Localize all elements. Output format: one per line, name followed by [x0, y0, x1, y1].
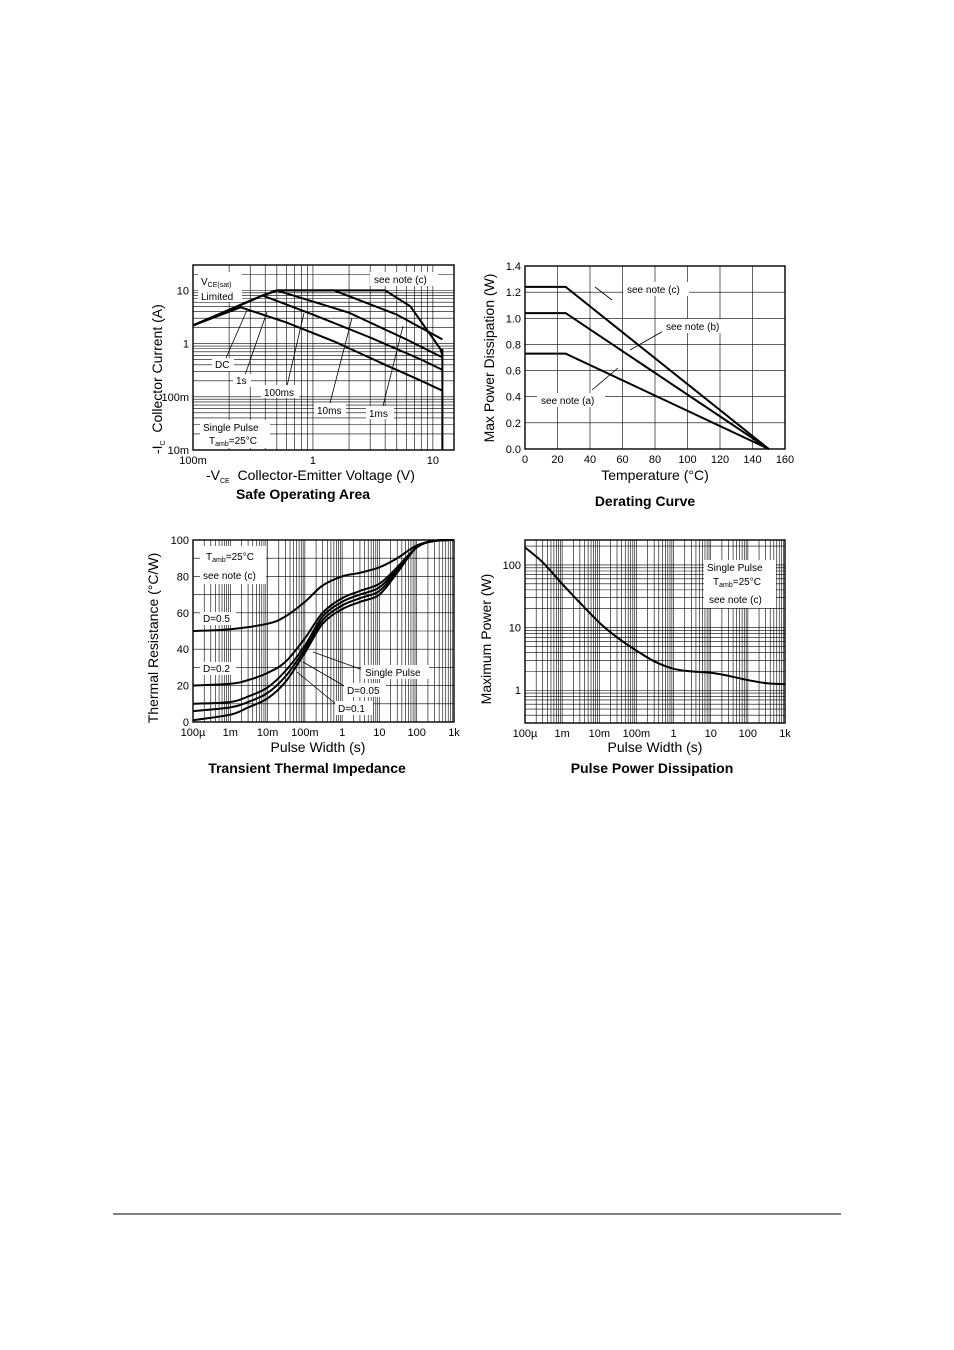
series-label-10ms: 10ms — [317, 406, 342, 417]
y-tick-label: 0.6 — [505, 365, 521, 378]
single-pulse-label: Single Pulse — [203, 423, 259, 434]
x-tick-label: 1 — [309, 455, 317, 467]
x-tick-label: 1k — [448, 727, 460, 739]
see-note-label: see note (c) — [374, 275, 427, 286]
y-tick-label: 0.2 — [505, 417, 521, 430]
series-label-d05: D=0.5 — [203, 614, 230, 625]
series-label-1s: 1s — [236, 376, 247, 387]
x-tick-label: 140 — [743, 454, 762, 466]
x-tick-label: 160 — [775, 454, 795, 466]
series-label-single-pulse: Single Pulse — [365, 668, 421, 679]
y-tick-label: 20 — [176, 680, 189, 693]
y-tick-label: 100m — [161, 391, 189, 404]
y-tick-label: 1.4 — [505, 261, 521, 273]
x-tick-label: 1 — [670, 728, 677, 740]
single-pulse-label: Single Pulse — [707, 563, 763, 574]
x-tick-label: 40 — [583, 454, 597, 466]
y-axis-label: Max Power Dissipation (W) — [481, 273, 497, 443]
y-tick-label: 10m — [167, 445, 189, 457]
series-label-1ms: 1ms — [369, 409, 388, 420]
y-tick-label: 10 — [508, 622, 521, 635]
y-tick-label: 100 — [502, 559, 521, 572]
x-tick-label: 100m — [291, 727, 319, 739]
x-axis-label: $-V_{CE}$ Collector-Emitter Voltage (V) — [206, 467, 415, 485]
y-axis-label: $-I_C$ Collector Current (A) — [149, 304, 167, 454]
tamb-label: $T_{amb}=25^\circ C$ — [209, 436, 257, 448]
safe-operating-area-chart — [149, 265, 454, 502]
x-tick-label: 10 — [373, 727, 386, 739]
x-axis-label: Pulse Width (s) — [607, 739, 703, 755]
x-tick-label: 1m — [554, 728, 570, 740]
pulse-power-dissipation-chart — [478, 540, 791, 776]
chart-title: Safe Operating Area — [235, 486, 371, 502]
series-label-dc: DC — [215, 360, 230, 371]
series-label-d01: D=0.1 — [338, 704, 365, 715]
y-tick-label: 1 — [514, 685, 521, 698]
y-tick-label: 10 — [176, 285, 189, 298]
x-tick-label: 100µ — [512, 728, 538, 740]
x-tick-label: 0 — [521, 454, 529, 466]
tamb-label: $T_{amb}=25^\circ C$ — [206, 552, 254, 564]
x-tick-label: 80 — [648, 454, 662, 466]
x-tick-label: 1k — [779, 728, 791, 740]
vce-sat-label: $V_{CE(sat)}$ — [201, 277, 232, 289]
x-tick-label: 100m — [622, 728, 651, 740]
y-tick-label: 1.0 — [505, 313, 521, 326]
series-line-see-note-b- — [525, 313, 769, 449]
vce-sat-limited-label: Limited — [201, 292, 234, 303]
x-tick-label: 60 — [616, 454, 629, 466]
x-tick-label: 100 — [678, 454, 697, 466]
derating-curve-chart — [481, 261, 794, 509]
y-tick-label: 40 — [176, 644, 189, 657]
x-tick-label: 10m — [256, 727, 279, 739]
series-label-note-c: see note (c) — [627, 285, 680, 296]
series-label-note-b: see note (b) — [666, 322, 720, 333]
series-label-100ms: 100ms — [264, 388, 295, 399]
transient-thermal-impedance-chart — [145, 535, 460, 776]
x-tick-label: 20 — [551, 454, 564, 466]
series-label-d005: D=0.05 — [347, 686, 380, 697]
y-tick-label: 1.2 — [505, 287, 521, 300]
y-tick-label: 1 — [182, 338, 189, 351]
chart-title: Pulse Power Dissipation — [570, 760, 734, 776]
y-tick-label: 0.4 — [505, 391, 521, 404]
x-tick-label: 10 — [704, 728, 717, 740]
see-note-label: see note (c) — [203, 571, 256, 582]
y-axis-label: Maximum Power (W) — [478, 573, 494, 705]
x-tick-label: 10m — [588, 728, 610, 740]
x-tick-label: 100m — [179, 455, 207, 467]
x-tick-label: 1m — [222, 727, 238, 739]
y-tick-label: 0.0 — [505, 444, 521, 456]
x-axis-label: Pulse Width (s) — [270, 739, 366, 755]
y-tick-label: 100 — [170, 535, 189, 547]
series-label-note-a: see note (a) — [541, 396, 595, 407]
x-tick-label: 100 — [407, 727, 426, 739]
x-tick-label: 100µ — [180, 727, 206, 739]
x-axis-label: Temperature (°C) — [601, 467, 709, 483]
y-tick-label: 60 — [176, 607, 189, 620]
x-tick-label: 1 — [339, 727, 346, 739]
series-label-d02: D=0.2 — [203, 664, 230, 675]
x-tick-label: 10 — [426, 455, 440, 467]
y-tick-label: 80 — [176, 571, 189, 584]
chart-title: Transient Thermal Impedance — [208, 760, 406, 776]
x-tick-label: 120 — [710, 454, 730, 466]
tamb-label: $T_{amb}=25^\circ C$ — [713, 577, 761, 589]
y-axis-label: Thermal Resistance (°C/W) — [145, 552, 161, 724]
chart-title: Derating Curve — [594, 493, 696, 509]
x-tick-label: 100 — [738, 728, 758, 740]
y-tick-label: 0.8 — [505, 339, 521, 352]
see-note-label: see note (c) — [709, 595, 762, 606]
y-tick-label: 0 — [182, 717, 189, 729]
